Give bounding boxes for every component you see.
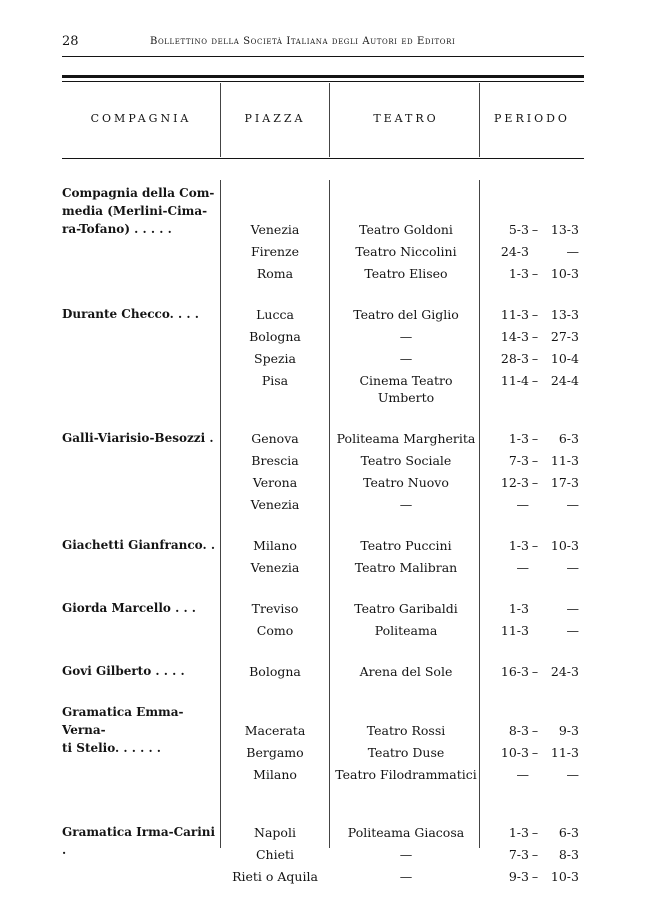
period-from: 11-3 [500,307,529,322]
company-name-line: media (Merlini-Cima- [62,204,208,218]
company-name-line: Galli-Viarisio-Besozzi . [62,431,214,445]
column-header-teatro: TEATRO [373,112,439,125]
place-cell: Milano [253,767,297,782]
column-header-piazza: PIAZZA [244,112,306,125]
theatre-cell: Teatro Eliseo [364,266,448,281]
company-name-line: Gramatica Irma-Carini . [62,825,216,857]
period-cell [482,452,582,469]
company-name-line: Giorda Marcello . . . [62,601,196,615]
period-from: 16-3 [500,664,529,679]
page-number: 28 [62,34,79,49]
period-to: 11-3 [550,453,579,468]
period-from: 7-3 [508,847,529,862]
period-from: 11-4 [500,373,529,388]
place-cell: Milano [253,538,297,553]
period-separator: – [531,825,539,840]
company-name [62,184,218,238]
theatre-cell: — [399,497,413,512]
theatre-cell: Politeama Margherita [336,431,476,446]
period-from: 28-3 [500,351,529,366]
period-to: 24-4 [550,373,579,388]
theatre-cell: Arena del Sole [359,664,453,679]
place-cell: Bologna [249,329,301,344]
period-from: — [516,497,529,512]
period-separator: – [531,475,539,490]
period-separator: – [531,538,539,553]
period-to: 11-3 [550,745,579,760]
period-from: 7-3 [508,453,529,468]
page-header [62,34,584,54]
company-name [62,305,218,323]
period-cell [482,846,582,863]
period-to: — [566,560,579,575]
table-top-rule-thin [62,81,584,82]
period-from: 10-3 [500,745,529,760]
period-cell [482,372,582,389]
period-cell [482,221,582,238]
period-from: 9-3 [508,869,529,884]
column-header-compagnia: COMPAGNIA [90,112,192,125]
period-from: 1-3 [508,431,529,446]
period-from: 14-3 [500,329,529,344]
period-cell [482,868,582,885]
theatre-cell: Teatro Duse [367,745,445,760]
period-separator: – [531,431,539,446]
period-cell [482,766,582,783]
period-from: — [516,560,529,575]
period-cell [482,306,582,323]
theatre-cell: Politeama [374,623,438,638]
period-separator: – [531,664,539,679]
column-divider [329,180,330,848]
header-rule [62,56,584,57]
period-to: — [566,767,579,782]
place-cell: Macerata [244,723,306,738]
period-to: 13-3 [550,307,579,322]
theatre-cell: Teatro Filodrammatici [335,767,477,782]
period-from: 1-3 [508,825,529,840]
theatre-cell: Teatro Niccolini [355,244,457,259]
period-to: 6-3 [558,825,579,840]
period-from: 1-3 [508,538,529,553]
company-name [62,823,218,859]
place-cell: Verona [252,475,298,490]
place-cell: Bergamo [246,745,304,760]
period-separator: – [531,351,539,366]
period-cell [482,663,582,680]
period-separator: – [531,723,539,738]
company-name-line: Govi Gilberto . . . . [62,664,185,678]
company-name-line: Giachetti Gianfranco. . [62,538,215,552]
place-cell: Spezia [254,351,296,366]
column-header-periodo: PERIODO [494,112,570,125]
period-to: 10-4 [550,351,579,366]
period-cell [482,824,582,841]
period-from: 24-3 [500,244,529,259]
period-cell [482,496,582,513]
theatre-cell: Teatro Rossi [366,723,446,738]
period-cell [482,622,582,639]
period-cell [482,537,582,554]
company-name [62,429,218,447]
period-separator: – [531,453,539,468]
period-separator: – [531,869,539,884]
period-separator: – [531,266,539,281]
period-to: — [566,601,579,616]
period-cell [482,559,582,576]
column-divider [220,83,221,157]
period-to: 17-3 [550,475,579,490]
period-from: — [516,767,529,782]
theatre-cell: Teatro del Giglio [353,307,459,322]
company-name-line: Gramatica Emma-Verna- [62,705,184,737]
period-from: 5-3 [508,222,529,237]
period-separator: – [531,222,539,237]
period-from: 1-3 [508,266,529,281]
company-name-line: ti Stelio. . . . . . [62,741,161,755]
place-cell: Treviso [251,601,299,616]
table-header-rule [62,158,584,159]
period-cell [482,328,582,345]
place-cell: Venezia [250,560,300,575]
company-name [62,662,218,680]
theatre-cell: Cinema Teatro Umberto [359,373,453,405]
period-separator: – [531,745,539,760]
place-cell: Pisa [261,373,289,388]
theatre-cell: — [399,869,413,884]
period-separator: – [531,307,539,322]
period-to: — [566,497,579,512]
period-cell [482,474,582,491]
period-to: 24-3 [550,664,579,679]
period-to: 10-3 [550,266,579,281]
column-divider [220,180,221,848]
period-cell [482,744,582,761]
period-to: — [566,623,579,638]
period-from: 8-3 [508,723,529,738]
period-cell [482,265,582,282]
period-to: 13-3 [550,222,579,237]
period-to: — [566,244,579,259]
theatre-cell: Teatro Malibran [354,560,458,575]
column-divider [329,83,330,157]
place-cell: Napoli [254,825,296,840]
period-from: 11-3 [500,623,529,638]
period-from: 1-3 [508,601,529,616]
place-cell: Firenze [250,244,300,259]
theatre-cell: — [399,329,413,344]
running-title: Bollettino della Società Italiana degli Autori ed Editori [150,36,456,47]
company-name [62,536,218,554]
period-separator: – [531,329,539,344]
company-name-line: ra-Tofano) . . . . . [62,222,172,236]
place-cell: Como [256,623,294,638]
company-name [62,599,218,617]
period-separator: – [531,373,539,388]
place-cell: Brescia [251,453,299,468]
theatre-cell: Teatro Nuovo [363,475,449,490]
place-cell: Lucca [256,307,294,322]
period-cell [482,430,582,447]
place-cell: Rieti o Aquila [232,869,318,884]
theatre-cell: Politeama Giacosa [347,825,465,840]
period-cell [482,350,582,367]
theatre-cell: — [399,351,413,366]
place-cell: Genova [251,431,299,446]
theatre-cell: Teatro Goldoni [359,222,453,237]
company-name-line: Compagnia della Com- [62,186,215,200]
period-separator: – [531,847,539,862]
period-to: 9-3 [558,723,579,738]
period-to: 8-3 [558,847,579,862]
theatre-cell: Teatro Puccini [360,538,452,553]
company-name-line: Durante Checco. . . . [62,307,199,321]
period-to: 27-3 [550,329,579,344]
company-name [62,703,218,757]
theatre-cell: Teatro Garibaldi [354,601,458,616]
period-from: 12-3 [500,475,529,490]
period-to: 6-3 [558,431,579,446]
theatre-cell: — [399,847,413,862]
place-cell: Venezia [250,497,300,512]
period-cell [482,243,582,260]
table-top-rule [62,75,584,78]
place-cell: Roma [256,266,294,281]
theatre-cell: Teatro Sociale [360,453,452,468]
place-cell: Bologna [249,664,301,679]
period-cell [482,722,582,739]
period-to: 10-3 [550,869,579,884]
place-cell: Chieti [255,847,295,862]
period-to: 10-3 [550,538,579,553]
period-cell [482,600,582,617]
place-cell: Venezia [250,222,300,237]
